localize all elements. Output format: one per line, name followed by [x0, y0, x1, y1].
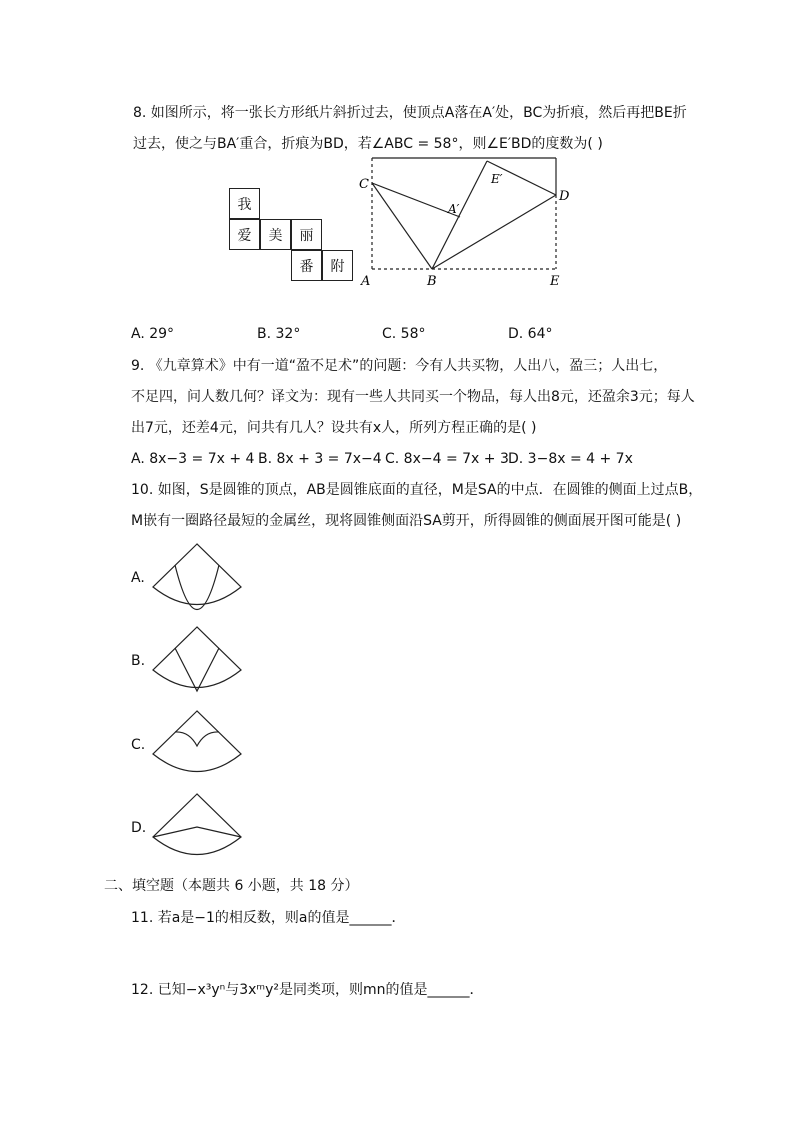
label-C: C: [359, 177, 369, 192]
net-cell-li: 丽: [291, 219, 322, 250]
q8-option-c[interactable]: C. 58°: [382, 326, 426, 342]
q10-option-c-sector[interactable]: [150, 709, 245, 779]
q10-option-a-label[interactable]: A.: [131, 570, 145, 586]
label-D: D: [559, 189, 570, 204]
q8-line2: 过去，使之与BA′重合，折痕为BD，若∠ABC = 58°，则∠E′BD的度数为( ): [133, 136, 603, 152]
q8-option-d[interactable]: D. 64°: [508, 326, 553, 342]
label-A-prime: A′: [448, 202, 460, 216]
q8-line1: 8. 如图所示，将一张长方形纸片斜折过去，使顶点A落在A′处，BC为折痕，然后再把BE折: [133, 105, 687, 121]
net-cell-fan: 番: [291, 250, 322, 281]
net-cell-ai: 爱: [229, 219, 260, 250]
net-cell-wo: 我: [229, 188, 260, 219]
q9-line1: 9. 《九章算术》中有一道“盈不足术”的问题：今有人共买物，人出八，盈三；人出七，: [131, 358, 668, 374]
q12-text: 12. 已知−x³yⁿ与3xᵐy²是同类项，则mn的值是______．: [131, 982, 484, 998]
q8-option-a[interactable]: A. 29°: [131, 326, 175, 342]
q9-line2: 不足四，问人数几何？译文为：现有一些人共同买一个物品，每人出8元，还盈余3元；每人: [131, 389, 695, 405]
section-2-heading: 二、填空题（本题共 6 小题，共 18 分）: [104, 878, 359, 894]
q10-option-c-label[interactable]: C.: [131, 737, 146, 753]
q9-option-b[interactable]: B. 8x + 3 = 7x−4: [258, 451, 382, 467]
q9-line3: 出7元，还差4元，问共有几人？设共有x人，所列方程正确的是( ): [131, 420, 537, 436]
q10-option-d-label[interactable]: D.: [131, 820, 147, 836]
label-A: A: [361, 274, 371, 289]
q10-option-b-sector[interactable]: [150, 625, 245, 695]
q9-option-d[interactable]: D. 3−8x = 4 + 7x: [508, 451, 633, 467]
q10-option-a-sector[interactable]: [150, 542, 245, 612]
q8-option-b[interactable]: B. 32°: [257, 326, 301, 342]
q10-line2: M嵌有一圈路径最短的金属丝，现将圆锥侧面沿SA剪开，所得圆锥的侧面展开图可能是( ): [131, 513, 682, 529]
q10-option-d-sector[interactable]: [150, 792, 245, 862]
label-B: B: [427, 274, 437, 289]
q9-option-a[interactable]: A. 8x−3 = 7x + 4: [131, 451, 255, 467]
q9-option-c[interactable]: C. 8x−4 = 7x + 3: [385, 451, 509, 467]
label-E-prime: E′: [491, 172, 503, 186]
net-cell-mei: 美: [260, 219, 291, 250]
q10-option-b-label[interactable]: B.: [131, 653, 146, 669]
label-E: E: [550, 274, 560, 289]
q10-line1: 10. 如图，S是圆锥的顶点，AB是圆锥底面的直径，M是SA的中点．在圆锥的侧面上过点B，: [131, 482, 703, 498]
net-cell-fu: 附: [322, 250, 353, 281]
fold-figure: [355, 150, 580, 295]
q11-text: 11. 若a是−1的相反数，则a的值是______．: [131, 910, 406, 926]
